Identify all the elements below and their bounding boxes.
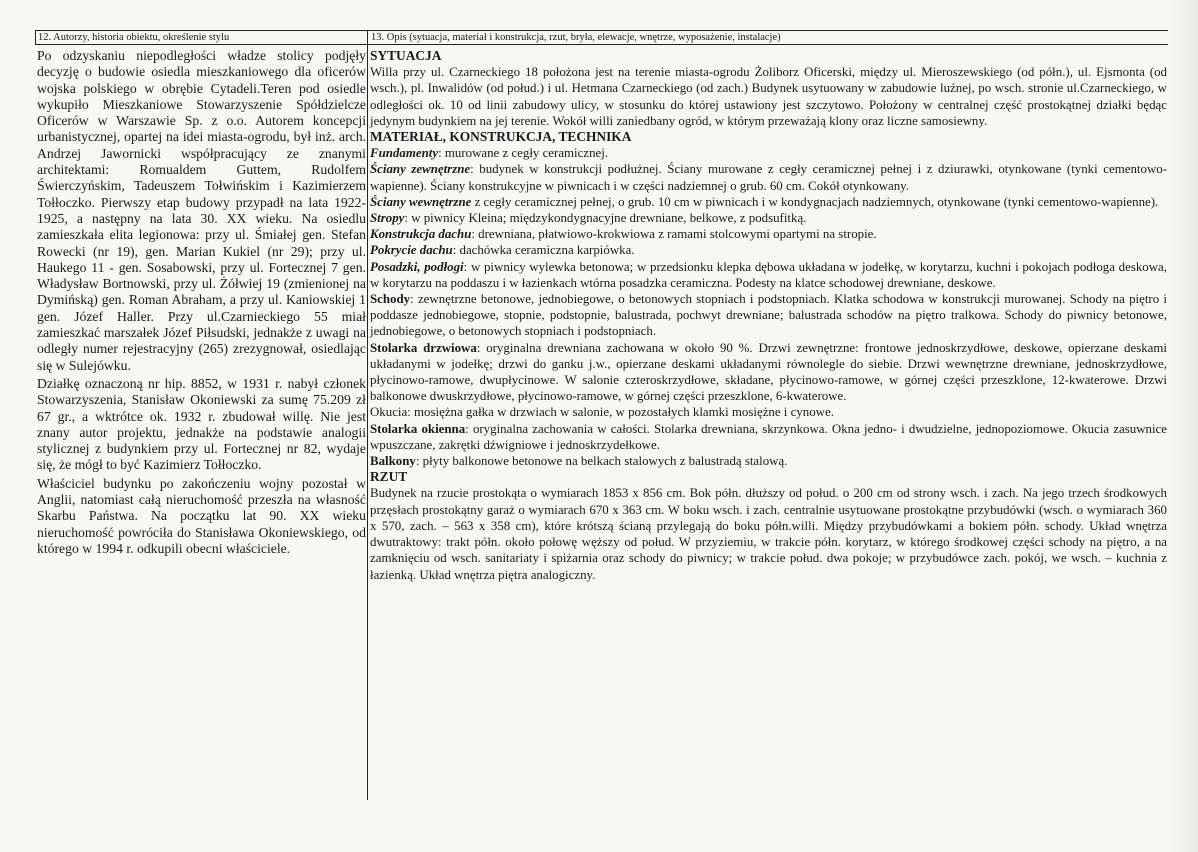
- paragraph-lead: Schody: [370, 292, 411, 307]
- paragraph-text: Willa przy ul. Czarneckiego 18 położona jest na terenie miasta-ogrodu Żoliborz Oficerski, między ul. Mieroszewskiego (od półn.), ul. Ejsmonta (od wsch.), pl. Inwalidów (od połud.) i ul. Hetmana Czarneckiego (od zach.) Budynek usytuowany w zabudowie luźnej, po wsch. stronie ul.Czarneckiego, w odległości ok. 10 od linii zabudowy ulicy, w stosunku do której ustawiony jest szczytowo. Położony w centralnej część prostokątnej działki będąc jedynym budynkiem na jej terenie. Wokół willi zaniedbany ogród, w którym przeważają klony oraz liczne samosiewny.: [370, 65, 1167, 128]
- paragraph-text: : w piwnicy Kleina; międzykondygnacyjne drewniane, belkowe, z podsufitką.: [404, 211, 807, 226]
- paragraph-lead: Ściany zewnętrzne: [370, 162, 471, 177]
- description-paragraph: [370, 259, 1167, 291]
- header-bottom-rule: [35, 44, 1168, 45]
- description-paragraph: [370, 226, 1167, 242]
- paragraph-lead: Konstrukcja dachu: [370, 227, 472, 242]
- section-heading-sytuacja: SYTUACJA: [370, 48, 442, 63]
- description-column: [370, 48, 1167, 583]
- paragraph-text: : murowane z cegły ceramicznej.: [438, 146, 609, 161]
- paragraph-text: Okucia: mosiężna gałka w drzwiach w salonie, w pozostałych klamki mosiężne i cynowe.: [370, 405, 834, 420]
- paragraph-text: : oryginalna zachowania w całości. Stolarka drewniana, skrzynkowa. Okna jedno- i dwudzielne, jednopoziomowe. Okucia zasuwnice wpuszczane, zakrętki dźwigniowe i jednoskrzydełkowe.: [370, 421, 1168, 452]
- description-paragraph: [370, 421, 1167, 453]
- history-paragraph: Po odzyskaniu niepodległości władze stolicy podjęły decyzję o budowie osiedla mieszkaniowego dla oficerów wojska polskiego w obrębie Cytadeli.Teren pod osiedle wykupiło Mieszkaniowe Stowarzyszenie Spółdzielcze Oficerów w Warszawie Sp. z o.o. Autorem koncepcji urbanistycznej, opartej na idei miasta-ogrodu, był inż. arch. Andrzej Jawornicki współpracujący ze znanymi architektami: Romualdem Guttem, Rudolfem Świerczyńskim, Tadeuszem Tołwińskim i Kazimierzem Tołłoczko. Pierwszy etap budowy przypadł na lata 1922-1925, a następny na lata 30. XX wieku. Na osiedlu zamieszkała elita legionowa: przy ul. Śmiałej gen. Stefan Rowecki (nr 19), gen. Marian Kukiel (nr 29); przy ul. Haukego 11 - gen. Sosabowski, przy ul. Fortecznej 7 gen. Władysław Bortnowski, przy ul. Żółwiej 19 (zmienionej na Dymińską) gen. Roman Abraham, a przy ul. Kaniowskiej 1 gen. Józef Haller. Przy ul.Czarnieckiego 55 miał zamieszkać marszałek Józef Piłsudski, jednakże z uwagi na odległy numer rejestracyjny (265) zrezygnował, osiedlając się w Sulejówku.: [37, 48, 366, 373]
- paragraph-text: : płyty balkonowe betonowe na belkach stalowych z balustradą stalową.: [415, 454, 788, 469]
- description-paragraph: [370, 161, 1167, 193]
- paragraph-lead: Balkony: [370, 454, 416, 469]
- paragraph-lead: Posadzki, podłogi: [370, 259, 464, 274]
- history-column: [37, 48, 366, 559]
- header-right-label: 13. Opis (sytuacja, materiał i konstrukcja, rzut, bryła, elewacje, wnętrze, wyposażenie, instalacje): [371, 32, 781, 43]
- scan-edge-shadow: [1168, 0, 1198, 852]
- paragraph-lead: Ściany wewnętrzne: [370, 194, 472, 209]
- description-paragraph: [370, 340, 1167, 405]
- description-paragraph: [370, 242, 1167, 258]
- paragraph-text: : dachówka ceramiczna karpiówka.: [452, 243, 635, 258]
- description-paragraph: [370, 485, 1167, 582]
- history-paragraph: Właściciel budynku po zakończeniu wojny pozostał w Anglii, natomiast całą nieruchomość przeszła na własność Skarbu Państwa. Na początku lat 90. XX wieku nieruchomość powróciła do Stanisława Okoniewskiego, od którego w 1994 r. odkupili obecni właściciele.: [37, 475, 366, 556]
- left-border-rule: [35, 30, 36, 45]
- paragraph-text: z cegły ceramicznej pełnej, o grub. 10 cm w piwnicach i w kondygnacjach nadziemnych, otynkowane (tynki cementowo-wapienne).: [471, 194, 1159, 209]
- description-paragraph: [370, 64, 1167, 129]
- paragraph-lead: Stolarka drzwiowa: [370, 340, 477, 355]
- description-paragraph: [370, 453, 1167, 469]
- paragraph-text: : drewniana, płatwiowo-krokwiowa z ramami stolcowymi opartymi na stropie.: [471, 227, 877, 242]
- paragraph-text: : budynek w konstrukcji podłużnej. Ściany murowane z cegły ceramicznej pełnej i z dziurawki, otynkowane (tynki cementowo- wapienne). Ściany konstrukcyjne w piwnicach i w części nadziemnej o grub. 60 cm. Cokół otynkowany.: [370, 162, 1167, 193]
- paragraph-lead: Fundamenty: [370, 146, 439, 161]
- paragraph-lead: Stropy: [370, 211, 405, 226]
- paragraph-text: : w piwnicy wylewka betonowa; w przedsionku klepka dębowa układana w jodełkę, w korytarzu, kuchni i pokojach podłoga deskowa, w korytarzu na poddaszu i w łazienkach wtórna posadzka ceramiczna. Podesty na klatce schodowej drewniane, deskowe.: [370, 259, 1167, 290]
- description-paragraph: [370, 194, 1167, 210]
- description-paragraph: [370, 404, 1167, 420]
- section-heading-material: MATERIAŁ, KONSTRUKCJA, TECHNIKA: [370, 129, 632, 145]
- paragraph-lead: Pokrycie dachu: [370, 243, 453, 258]
- header-left-label: 12. Autorzy, historia obiektu, określenie stylu: [38, 32, 230, 43]
- description-paragraph: [370, 145, 1167, 161]
- paragraph-text: Budynek na rzucie prostokąta o wymiarach 1853 x 856 cm. Bok półn. dłuższy od połud. o 200 cm od strony wsch. i zach. Na jego trzech środkowych przęsłach prostokątny garaż o wymiarach 670 x 363 cm. W boku wsch. i zach. centralnie usytuowane prostokątne przybudówki (wsch. o wymiarach 360 x 570, zach. – 563 x 358 cm), które krótszą ścianą przylegają do boku półn.willi. Między przybudówkami a bokiem półn. schody. Układ wnętrza dwutraktowy: trakt półn. około połowę węższy od połud. W przyziemiu, w trakcie półn. korytarz, w którego środkowej części schody na piętro, a na zamknięciu od wsch. sanitariaty i spiżarnia oraz schody do piwnicy; w trakcie połud. dwa pokoje; w przybudówce zach. pokój, we wsch. – kuchnia z łazienką. Układ wnętrza piętra analogiczny.: [370, 486, 1167, 582]
- history-paragraph: Działkę oznaczoną nr hip. 8852, w 1931 r. nabył członek Stowarzyszenia, Stanisław Okoniewski za sumę 75.209 zł 67 gr., a wktrótce ok. 1932 r. zbudował willę. Nie jest znany autor projektu, jednakże na podstawie analogii stylicznej z budynkiem przy ul. Fortecznej nr 82, wydaje się, że mógł to być Kazimierz Tołłoczko.: [37, 375, 366, 473]
- section-heading-rzut: RZUT: [370, 469, 408, 485]
- description-paragraph: [370, 210, 1167, 226]
- column-divider: [367, 30, 368, 800]
- paragraph-text: : zewnętrzne betonowe, jednobiegowe, o betonowych stopniach i podstopniach. Klatka schodowa w konstrukcji murowanej. Schody na piętro i poddasze jednobiegowe, stopnie, podstopnie, balustrada, pochwyt drewniane; balustrada schodów na piętro tralkowa. Schody do piwnicy betonowe, jednobiegowe, o betonowych stopniach i podstopniach.: [370, 292, 1167, 339]
- paragraph-text: : oryginalna drewniana zachowana w około 90 %. Drzwi zewnętrzne: frontowe jednoskrzydłowe, deskowe, opierzane deskami układanymi w jodełkę; drzwi do ganku j.w., opierzane deskami układanymi równolegle do siebie. Drzwi wewnętrzne drewniane, jednoskrzydłowe, płycinowo-ramowe, dwupłycinowe. W salonie czteroskrzydłowe, składane, płycinowo-ramowe, w górnej części przeszklone, 12-kwaterowe. Drzwi balkonowe dwuskrzydłowe, płycinowo-ramowe, w górnej części przeszklone, 6-kwaterowe.: [370, 340, 1167, 404]
- paragraph-lead: Stolarka okienna: [370, 421, 466, 436]
- header-top-rule: [35, 30, 1168, 31]
- description-paragraph: [370, 291, 1167, 340]
